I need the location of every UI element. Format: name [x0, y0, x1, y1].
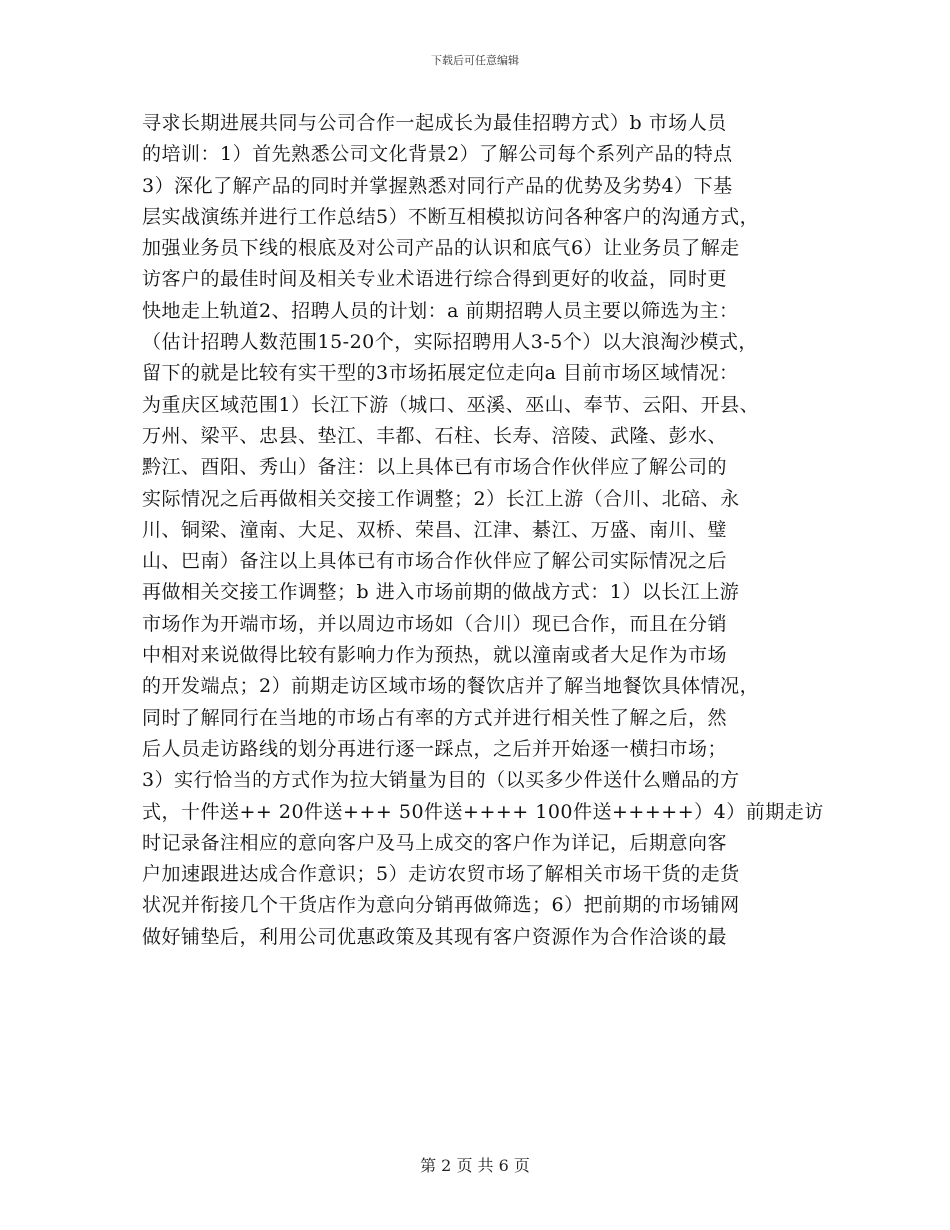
text-line: 黔江、酉阳、秀山）备注：以上具体已有市场合作伙伴应了解公司的: [142, 456, 728, 479]
page-number: 第 2 页 共 6 页: [420, 1156, 530, 1175]
text-line: 后人员走访路线的划分再进行逐一踩点，之后并开始逐一横扫市场；: [142, 737, 728, 760]
text-line: 状况并衔接几个干货店作为意向分销再做筛选；6）把前期的市场铺网: [142, 894, 740, 917]
text-line: 山、巴南）备注以上具体已有市场合作伙伴应了解公司实际情况之后: [142, 550, 728, 573]
text-line: 户加速跟进达成合作意识；5）走访农贸市场了解相关市场干货的走货: [142, 863, 740, 886]
text-line: 式，十件送++ 20件送+++ 50件送++++ 100件送+++++）4）前期走访: [142, 800, 824, 823]
text-line: 留下的就是比较有实干型的3市场拓展定位走向a 目前市场区域情况：: [142, 362, 739, 385]
text-line: 时记录备注相应的意向客户及马上成交的客户作为详记，后期意向客: [142, 831, 728, 854]
text-line: 同时了解同行在当地的市场占有率的方式并进行相关性了解之后，然: [142, 706, 728, 729]
text-line: 寻求长期进展共同与公司合作一起成长为最佳招聘方式）b 市场人员: [142, 112, 727, 134]
text-line: 再做相关交接工作调整；b 进入市场前期的做战方式：1）以长江上游: [142, 581, 740, 604]
text-line: 3）深化了解产品的同时并掌握熟悉对同行产品的优势及劣势4）下基: [142, 174, 733, 197]
text-line: 3）实行恰当的方式作为拉大销量为目的（以买多少件送什么赠品的方: [142, 769, 740, 792]
text-line: 中相对来说做得比较有影响力作为预热，就以潼南或者大足作为市场: [142, 644, 728, 667]
text-line: 访客户的最佳时间及相关专业术语进行综合得到更好的收益，同时更: [142, 268, 728, 291]
text-line: 为重庆区域范围1）长江下游（城口、巫溪、巫山、奉节、云阳、开县、: [142, 393, 760, 416]
text-line: 的开发端点；2）前期走访区域市场的餐饮店并了解当地餐饮具体情况，: [142, 675, 760, 698]
text-line: 实际情况之后再做相关交接工作调整；2）长江上游（合川、北碚、永: [142, 487, 740, 510]
text-line: 做好铺垫后，利用公司优惠政策及其现有客户资源作为合作洽谈的最: [142, 925, 728, 948]
text-line: （估计招聘人数范围15-20个，实际招聘用人3-5个）以大浪淘沙模式，: [142, 331, 758, 354]
text-line: 万州、梁平、忠县、垫江、丰都、石柱、长寿、涪陵、武隆、彭水、: [142, 424, 728, 447]
text-line: 市场作为开端市场，并以周边市场如（合川）现已合作，而且在分销: [142, 612, 728, 635]
text-line: 层实战演练并进行工作总结5）不断互相模拟访问各种客户的沟通方式，: [142, 205, 760, 228]
text-line: 快地走上轨道2、招聘人员的计划：a 前期招聘人员主要以筛选为主：: [142, 299, 739, 322]
text-line: 加强业务员下线的根底及对公司产品的认识和底气6）让业务员了解走: [142, 237, 740, 260]
text-line: 的培训：1）首先熟悉公司文化背景2）了解公司每个系列产品的特点: [142, 143, 733, 166]
page-header: 下载后可任意编辑: [431, 54, 519, 67]
text-line: 川、铜梁、潼南、大足、双桥、荣昌、江津、綦江、万盛、南川、璧: [142, 518, 728, 541]
document-body: [142, 108, 822, 953]
